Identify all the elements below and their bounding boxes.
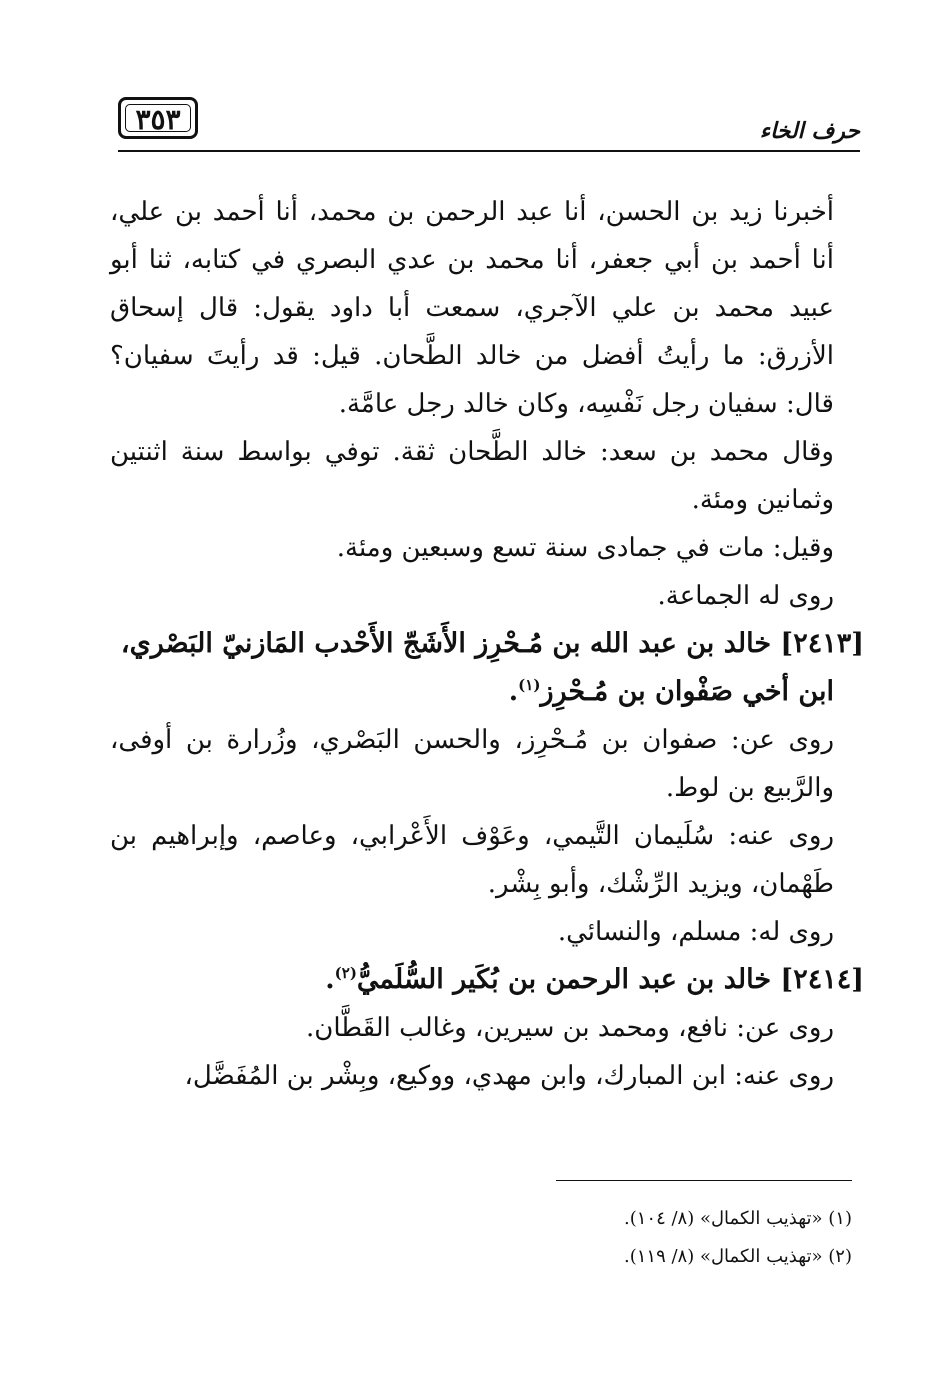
- footnote-2: (٢) «تهذيب الكمال» (٨/ ١١٩).: [623, 1246, 852, 1267]
- page-number: ٣٥٣: [135, 103, 181, 136]
- paragraph-2413-narrated-by: روى عنه: سُلَيمان التَّيمي، وعَوْف الأَعْرابي، وعاصم، وإبراهيم بن طَهْمان، ويزيد الرِّشْك، وأبو بِشْر.: [110, 821, 834, 899]
- entry-2413-subtitle: ابن أخي صَفْوان بن مُـحْرِز: [540, 676, 834, 707]
- paragraph-isnad: أخبرنا زيد بن الحسن، أنا عبد الرحمن بن محمد، أنا أحمد بن علي، أنا أحمد بن أبي جعفر، أنا محمد بن عدي البصري في كتابه، ثنا أبو عبيد محمد بن علي الآجري، سمعت أبا داود يقول: قال إسحاق الأزرق: ما رأيتُ أفضل من خالد الطَّحان. قيل: قد رأيتَ سفيان؟ قال: سفيان رجل نَفْسِه، وكان خالد رجل عامَّة.: [110, 197, 834, 419]
- footnote-rule: [556, 1180, 852, 1181]
- page-number-box: [118, 97, 198, 139]
- running-head: حرف الخاء: [759, 118, 860, 144]
- entry-heading-2413: [110, 620, 864, 716]
- entry-2414-end: .: [325, 964, 335, 995]
- paragraph-2414-narrated-from: روى عن: نافع، ومحمد بن سيرين، وغالب القَطَّان.: [306, 1013, 834, 1043]
- paragraph-ibn-sad: وقال محمد بن سعد: خالد الطَّحان ثقة. توفي بواسط سنة اثنتين وثمانين ومئة.: [110, 437, 834, 515]
- paragraph-2414-narrated-by: روى عنه: ابن المبارك، وابن مهدي، ووكيع، وبِشْر بن المُفَضَّل،: [184, 1061, 834, 1091]
- entry-2413-end: .: [508, 676, 519, 707]
- paragraph-2413-narrated-from: روى عن: صفوان بن مُـحْرِز، والحسن البَصْري، وزُرارة بن أوفى، والرَّبيع بن لوط.: [110, 725, 834, 803]
- entry-2413-title: [٢٤١٣] خالد بن عبد الله بن مُـحْرِز الأَشَجّ الأَحْدب المَازنيّ البَصْري،: [120, 628, 864, 659]
- footnotes: [624, 1200, 852, 1276]
- footnote-1: (١) «تهذيب الكمال» (٨/ ١٠٤).: [623, 1208, 852, 1229]
- entry-2414-title: [٢٤١٤] خالد بن عبد الرحمن بن بُكَير السُّلَميُّ: [356, 964, 864, 995]
- footnote-ref-2[interactable]: (٢): [334, 964, 357, 982]
- main-text: [110, 188, 864, 1100]
- paragraph-2413-reported-by: روى له: مسلم، والنسائي.: [557, 917, 834, 947]
- footnote-ref-1[interactable]: (١): [518, 676, 541, 694]
- entry-heading-2414: [110, 956, 864, 1004]
- entry-2413-title-continuation: [110, 668, 864, 716]
- paragraph-death-date: وقيل: مات في جمادى سنة تسع وسبعين ومئة.: [336, 533, 834, 563]
- header-rule: [118, 150, 860, 152]
- paragraph-narrated-by: روى له الجماعة.: [657, 581, 834, 611]
